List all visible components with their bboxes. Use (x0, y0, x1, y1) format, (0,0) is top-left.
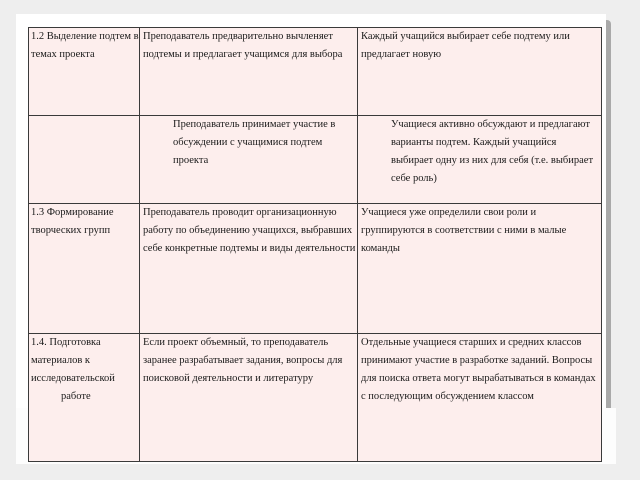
students-text: Учащиеся активно обсуждают и предлагают варианты подтем. Каждый учащийся выбирает одну из них для себя (т.е. выбирает себе роль) (391, 119, 594, 184)
teacher-cell (140, 28, 358, 116)
students-text: Каждый учащийся выбирает себе подтему или предлагает новую (361, 31, 570, 60)
table-row (29, 334, 602, 462)
stage-text-line: 1.4. Подготовка материалов к исследовательской (31, 337, 115, 384)
students-text: Отдельные учащиеся старших и средних классов принимают участие в разработке заданий. Вопросы для поиска ответа могут вырабатываться в командах с последующим обсуждением классом (361, 337, 596, 402)
stage-text: 1.3 Формирование творческих групп (31, 207, 114, 236)
teacher-text: Преподаватель проводит организационную работу по объединению учащихся, выбравших себе конкретные подтемы и виды деятельности (143, 207, 356, 254)
stage-cell (29, 28, 140, 116)
stage-cell (29, 116, 140, 204)
teacher-text: Преподаватель принимает участие в обсуждении с учащимися подтем проекта (173, 119, 336, 166)
project-stages-table (28, 27, 602, 462)
teacher-cell (140, 116, 358, 204)
students-text: Учащиеся уже определили свои роли и группируются в соответствии с ними в малые команды (361, 207, 567, 254)
students-cell (358, 28, 602, 116)
students-cell (358, 204, 602, 334)
stage-text: 1.2 Выделение подтем в темах проекта (31, 31, 139, 60)
teacher-cell (140, 204, 358, 334)
teacher-cell (140, 334, 358, 462)
teacher-text: Преподаватель предварительно вычленяет подтемы и предлагает учащимся для выбора (143, 31, 343, 60)
stage-text-line: работе (61, 391, 91, 402)
students-cell (358, 334, 602, 462)
students-cell (358, 116, 602, 204)
table-row (29, 204, 602, 334)
stage-cell (29, 204, 140, 334)
teacher-text: Если проект объемный, то преподаватель заранее разрабатывает задания, вопросы для поисковой деятельности и литературу (143, 337, 343, 384)
stage-cell (29, 334, 140, 462)
table-row (29, 28, 602, 116)
table-row (29, 116, 602, 204)
